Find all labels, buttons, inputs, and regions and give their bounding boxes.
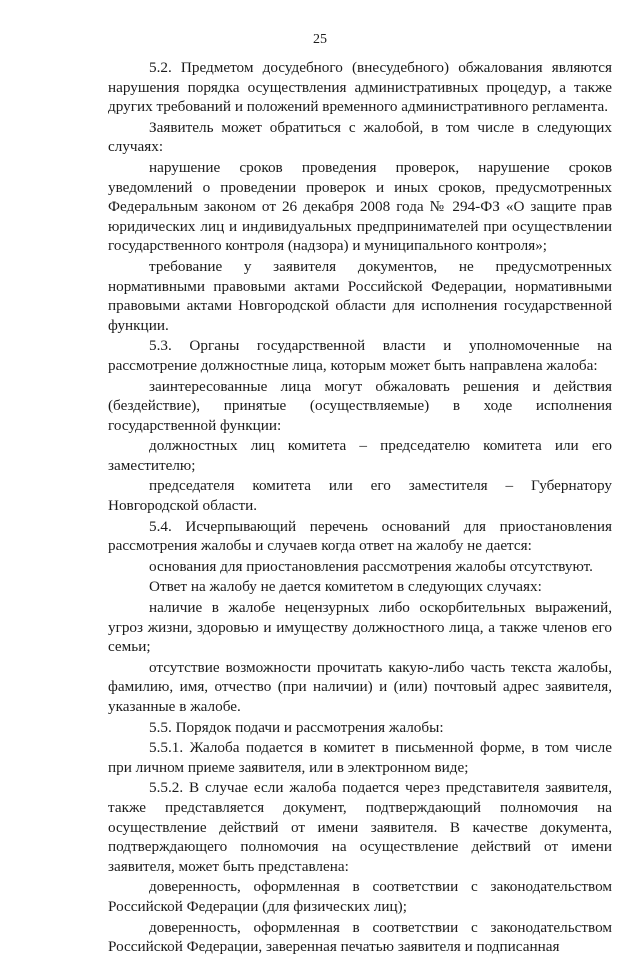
paragraph: доверенность, оформленная в соответствии с законодательством Российской Федерации, заверенная печатью заявителя и подписанная [108,918,612,956]
paragraph: Ответ на жалобу не дается комитетом в следующих случаях: [149,578,542,596]
paragraph: 5.5.1. Жалоба подается в комитет в письменной форме, в том числе при личном приеме заявителя, или в электронном виде; [108,739,612,776]
paragraph: Заявитель может обратиться с жалобой, в том числе в следующих случаях: [108,118,612,156]
paragraph: председателя комитета или его заместителя – Губернатору Новгородской области. [108,477,612,515]
paragraph: должностных лиц комитета – председателю комитета или его заместителю; [108,437,612,474]
page-number: 25 [313,32,327,47]
paragraph: 5.5.2. В случае если жалоба подается через представителя заявителя, также представляется документ, подтверждающий полномочия на осуществление действий от имени заявителя. В качестве документа, подтверждающего полномочия на осуществление действий от имени заявителя, может быть представлена: [108,779,612,875]
paragraph: 5.5. Порядок подачи и рассмотрения жалобы: [149,718,444,736]
paragraph: 5.3. Органы государственной власти и уполномоченные на рассмотрение должностные лица, которым может быть направлена жалоба: [108,337,612,374]
paragraph: наличие в жалобе нецензурных либо оскорбительных выражений, угроз жизни, здоровью и имуществу должностного лица, а также членов его семьи; [108,599,612,656]
document-body [108,58,612,958]
paragraph: 5.2. Предметом досудебного (внесудебного) обжалования являются нарушения порядка осуществления административных процедур, а также других требований и положений временного административного регламента. [108,59,612,116]
paragraph: заинтересованные лица могут обжаловать решения и действия (бездействие), принятые (осуществляемые) в ходе исполнения государственной функции: [108,377,612,434]
paragraph: требование у заявителя документов, не предусмотренных нормативными правовыми актами Российской Федерации, нормативными правовыми актами Новгородской области для исполнения государственной функции. [108,257,612,334]
paragraph: доверенность, оформленная в соответствии с законодательством Российской Федерации (для физических лиц); [108,878,612,915]
paragraph: 5.4. Исчерпывающий перечень оснований для приостановления рассмотрения жалобы и случаев когда ответ на жалобу не дается: [108,517,612,555]
paragraph: нарушение сроков проведения проверок, нарушение сроков уведомлений о проведении проверок и иных сроков, предусмотренных Федеральным законом от 26 декабря 2008 года № 294-ФЗ «О защите прав юридических лиц и индивидуальных предпринимателей при осуществлении государственного контроля (надзора) и муниципального контроля»; [108,158,612,255]
paragraph: отсутствие возможности прочитать какую-либо часть текста жалобы, фамилию, имя, отчество (при наличии) и (или) почтовый адрес заявителя, указанные в жалобе. [108,658,612,715]
paragraph: основания для приостановления рассмотрения жалобы отсутствуют. [149,557,593,575]
